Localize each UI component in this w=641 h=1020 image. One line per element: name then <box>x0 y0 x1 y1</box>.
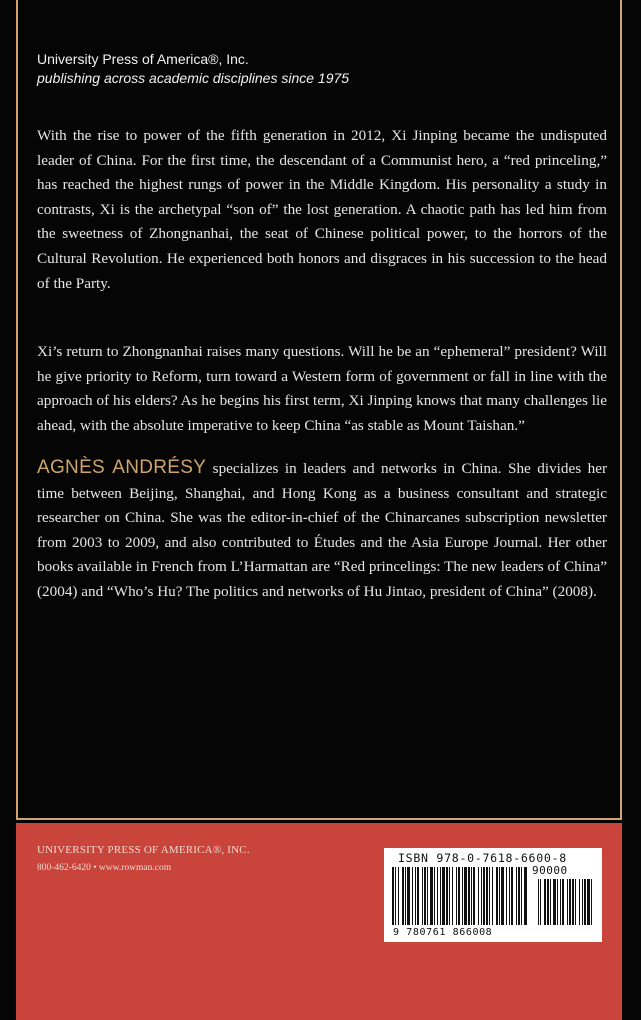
barcode-addon-bar <box>569 879 571 925</box>
barcode-bar <box>521 867 522 925</box>
barcode-addon-bar <box>547 879 549 925</box>
barcode-bar <box>473 867 475 925</box>
barcode-addon-bar <box>538 879 539 925</box>
barcode-box <box>384 848 602 942</box>
barcode-addon-bar <box>575 879 576 925</box>
barcode-bar <box>452 867 453 925</box>
barcode-bar <box>511 867 513 925</box>
barcode-bar <box>442 867 445 925</box>
barcode-addon-bar <box>587 879 590 925</box>
barcode-bar <box>458 867 460 925</box>
barcode-bar <box>496 867 498 925</box>
barcode-bar <box>524 867 527 925</box>
barcode-addon-bar <box>582 879 583 925</box>
barcode-bar <box>468 867 470 925</box>
barcode-bar <box>427 867 428 925</box>
barcode-bar <box>456 867 457 925</box>
barcode-bar <box>395 867 396 925</box>
barcode-bar <box>464 867 467 925</box>
barcode-bar <box>506 867 507 925</box>
barcode-bar <box>486 867 488 925</box>
description-paragraph-2: Xi’s return to Zhongnanhai raises many questions. Will he be an “ephemeral” president? Will he give priority to Reform, turn toward a Western form of government or fall in line with the approach of his elders? As he begins his first term, Xi Jinping knows that many challenges lie ahead, with the absolute imperative to keep China “as stable as Mount Taishan.” <box>37 343 607 434</box>
description-paragraph-1: With the rise to power of the fifth generation in 2012, Xi Jinping became the undisputed leader of China. For the first time, the descendant of a Communist hero, a “red princeling,” has reached the highest rungs of power in the Middle Kingdom. His personality a study in contrasts, Xi is the archetypal “son of” the lost generation. A chaotic path has led him from the sweetness of Zhongnanhai, the seat of Chinese political power, to the horrors of the Cultural Revolution. He experienced both honors and disgraces in his succession to the head of the Party. <box>37 127 607 292</box>
barcode-bar <box>516 867 517 925</box>
barcode-addon-bar <box>544 879 546 925</box>
barcode-bar <box>478 867 479 925</box>
author-name: AGNÈS ANDRÉSY <box>37 457 207 478</box>
barcode-addon-bar <box>579 879 580 925</box>
barcode-bar <box>518 867 520 925</box>
barcode-addon-bar <box>567 879 568 925</box>
barcode-digits: 9 780761 866008 <box>393 927 493 938</box>
barcode-bar <box>440 867 441 925</box>
barcode-bar <box>424 867 426 925</box>
barcode-bar <box>422 867 423 925</box>
footer-publisher-name: UNIVERSITY PRESS OF AMERICA®, INC. <box>37 844 250 856</box>
barcode-bar <box>434 867 435 925</box>
barcode-bar <box>437 867 438 925</box>
barcode-bar <box>481 867 482 925</box>
author-bio <box>37 456 607 605</box>
barcode-bars <box>390 867 596 929</box>
barcode-bar <box>449 867 450 925</box>
barcode-addon-bar <box>572 879 574 925</box>
barcode-bar <box>398 867 399 925</box>
barcode-addon-bar <box>540 879 541 925</box>
barcode-addon-bar <box>550 879 551 925</box>
barcode-bar <box>407 867 410 925</box>
publisher-tagline: publishing across academic disciplines since 1975 <box>37 70 350 86</box>
barcode-bar <box>499 867 500 925</box>
barcode-bar <box>462 867 463 925</box>
barcode-bar <box>405 867 406 925</box>
barcode-addon-bar <box>560 879 561 925</box>
barcode-bar <box>492 867 493 925</box>
publisher-header <box>37 50 349 88</box>
publisher-name: University Press of America®, Inc. <box>37 51 249 67</box>
barcode-bar <box>417 867 419 925</box>
footer-contact: 800-462-6420 • www.rowman.com <box>37 863 172 873</box>
barcode-addon-bar <box>557 879 558 925</box>
barcode-bar <box>489 867 490 925</box>
barcode-bar <box>430 867 433 925</box>
barcode-addon-bar <box>591 879 592 925</box>
barcode-bar <box>412 867 413 925</box>
barcode-bar <box>483 867 485 925</box>
barcode-addon-bar <box>562 879 564 925</box>
barcode-bar <box>501 867 504 925</box>
barcode-bar <box>392 867 394 925</box>
barcode-bar <box>415 867 416 925</box>
price-code: 90000 <box>532 864 568 877</box>
barcode-bar <box>509 867 510 925</box>
barcode-bar <box>446 867 448 925</box>
barcode-bar <box>471 867 472 925</box>
isbn-label: ISBN 978-0-7618-6600-8 <box>398 851 567 865</box>
barcode-bar <box>402 867 404 925</box>
barcode-addon-bar <box>584 879 586 925</box>
barcode-addon-bar <box>553 879 556 925</box>
author-bio-text: specializes in leaders and networks in China. She divides her time between Beijing, Shanghai, and Hong Kong as a business consultant and strategic researcher on China. She was the editor-in-chief of the Chinarcanes subscription newsletter from 2003 to 2009, and also contributed to Études and the Asia Europe Journal. Her other books available in French from L’Harmattan are “Red princelings: The new leaders of China” (2004) and “Who’s Hu? The politics and networks of Hu Jintao, president of China” (2008). <box>37 460 607 600</box>
